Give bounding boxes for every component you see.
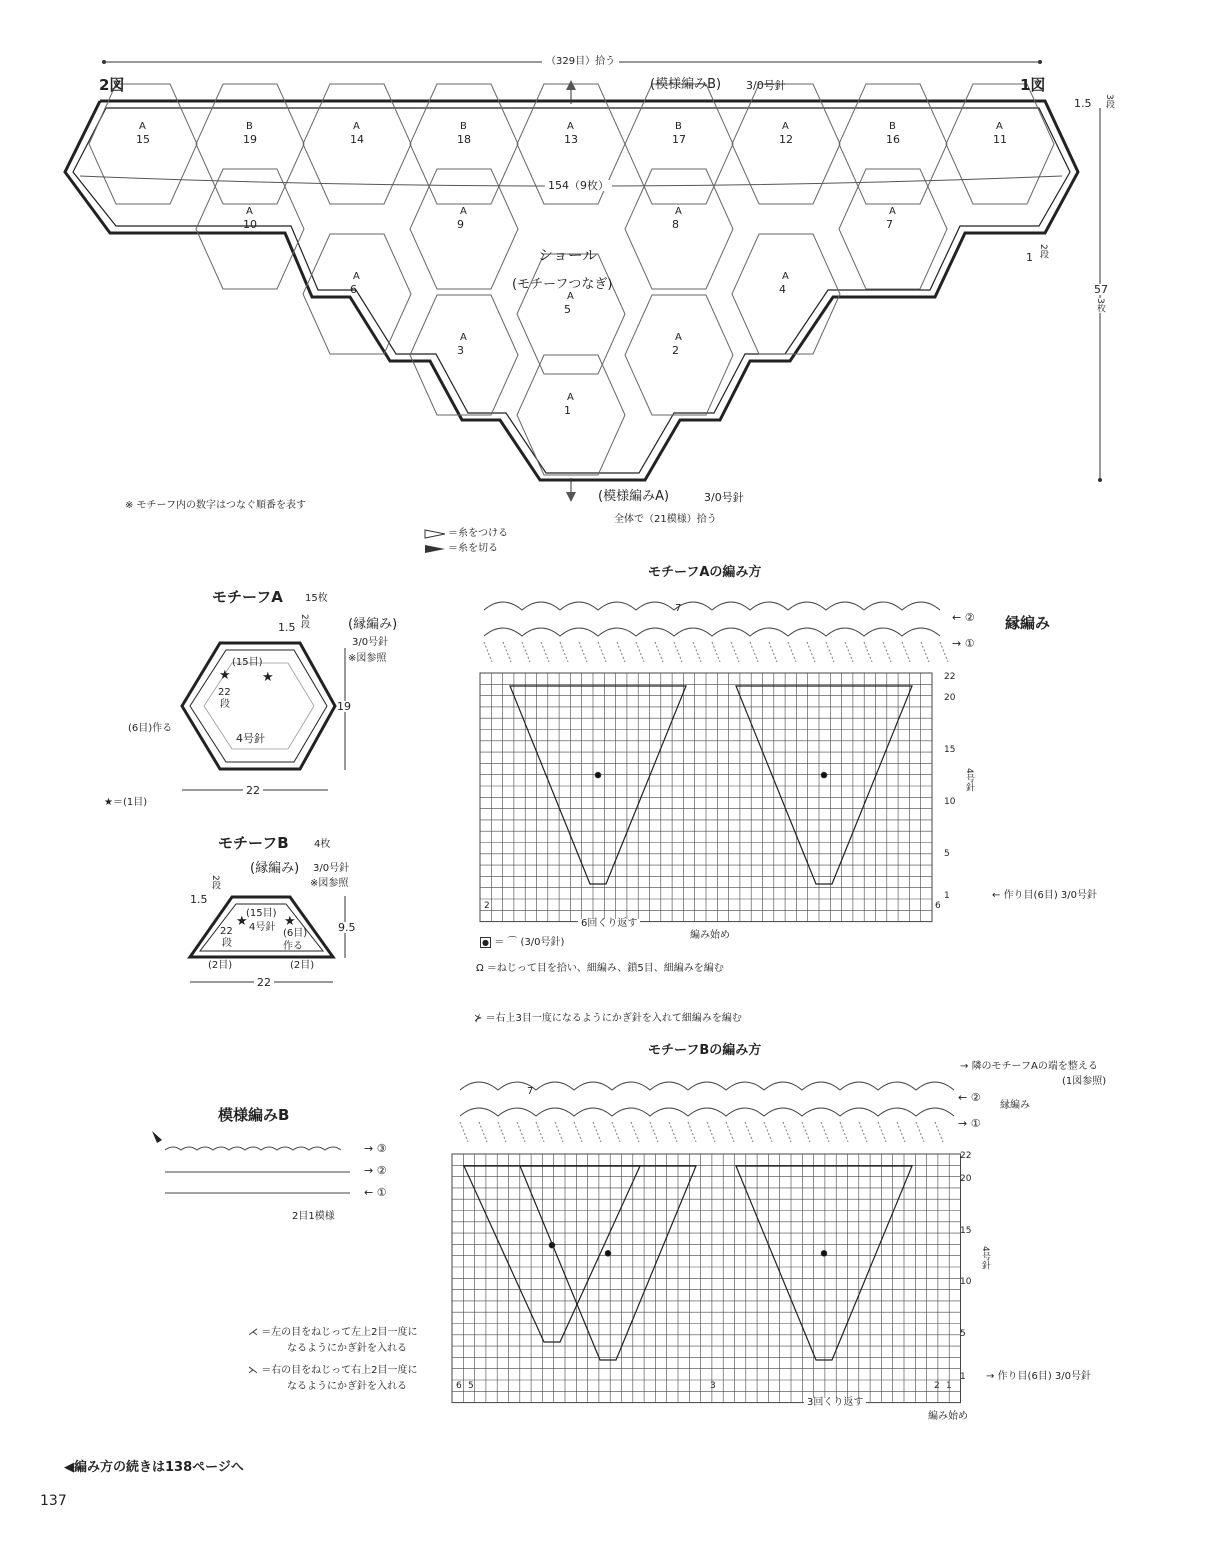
- edging-join-line: [726, 1122, 734, 1142]
- chart-a-rownum-5: 5: [944, 849, 950, 859]
- motif-hexagon: [303, 234, 411, 354]
- motif-order-note: ※ モチーフ内の数字はつなぐ順番を表す: [125, 500, 307, 511]
- pattern-b-row-3: → ③: [364, 1142, 387, 1155]
- pattern-b-title: 模様編みB: [218, 1106, 290, 1124]
- motif-b-height: 9.5: [338, 921, 356, 934]
- chart-a-start: ← 作り目(6目) 3/0号針: [992, 890, 1097, 901]
- edging-join-line: [669, 1122, 677, 1142]
- motif-a-edging-ref: ※図参照: [348, 653, 387, 664]
- motif-number: 18: [457, 133, 471, 146]
- chart-a-edging-label: 縁編み: [1005, 614, 1051, 632]
- edging-join-line: [935, 1122, 943, 1142]
- edging-join-line: [840, 1122, 848, 1142]
- motif-number: 13: [564, 133, 578, 146]
- page-number: 137: [40, 1493, 67, 1509]
- chart-b-bottom-5: 5: [468, 1381, 474, 1391]
- motif-number: 19: [243, 133, 257, 146]
- edging-join-line: [731, 642, 739, 662]
- edging-join-line: [541, 642, 549, 662]
- pattern-b-row-1: ← ①: [364, 1186, 387, 1199]
- motif-a-edge-rows: 1.5: [278, 621, 296, 634]
- motif-type: A: [567, 392, 574, 403]
- stitch-triangle: [520, 1166, 696, 1360]
- chart-b-needle: 4号針: [980, 1246, 990, 1270]
- motif-type: A: [567, 291, 574, 302]
- motif-number: 16: [886, 133, 900, 146]
- chart-b-legend-left-2: なるようにかぎ針を入れる: [287, 1343, 407, 1354]
- edging-join-line: [859, 1122, 867, 1142]
- motif-number: 14: [350, 133, 364, 146]
- bullet-stitch: [595, 772, 601, 778]
- continue-note[interactable]: ◀編み方の続きは138ページへ: [64, 1460, 244, 1475]
- edging-join-line: [783, 1122, 791, 1142]
- top-row-detail: 3段: [1104, 94, 1114, 109]
- chart-b-legend-left-1: ⋌ ＝左の目をねじって左上2目一度に: [248, 1327, 418, 1338]
- edging-join-line: [745, 1122, 753, 1142]
- star-icon: ★: [262, 670, 274, 685]
- star-note: ★＝(1目): [104, 797, 148, 808]
- cut-yarn-legend: ＝糸を切る: [448, 543, 498, 554]
- motif-number: 4: [779, 283, 786, 296]
- motif-hexagon: [517, 254, 625, 374]
- chart-a-rownum-10: 10: [944, 797, 956, 807]
- motif-number: 11: [993, 133, 1007, 146]
- chart-b-legend-right-1: ⋋ ＝右の目をねじって右上2目一度に: [248, 1365, 418, 1376]
- edging-join-line: [560, 642, 568, 662]
- motif-a-edge-detail: 2段: [299, 614, 309, 629]
- chart-b-bottom-3: 3: [710, 1381, 716, 1391]
- chart-a-chain-count: 7: [675, 603, 682, 614]
- edging-join-line: [921, 642, 929, 662]
- chart-b-bottom-2: 2: [934, 1381, 940, 1391]
- motif-hexagon: [517, 355, 625, 475]
- motif-type: A: [675, 332, 682, 343]
- motif-number: 15: [136, 133, 150, 146]
- edging-join-line: [498, 1122, 506, 1142]
- motif-a-rows-unit: 段: [220, 699, 230, 710]
- chart-a-bottom-right: 6: [935, 901, 941, 911]
- edging-join-line: [807, 642, 815, 662]
- motif-number: 9: [457, 218, 464, 231]
- motif-type: A: [782, 121, 789, 132]
- motif-a-width: 22: [243, 785, 263, 796]
- pattern-a-label: (模様編みA): [598, 489, 670, 504]
- motif-number: 8: [672, 218, 679, 231]
- motif-hexagon: [839, 169, 947, 289]
- chart-a-legend-2: Ω ＝ねじって目を拾い、細編み、鎖5目、細編みを編む: [476, 963, 724, 974]
- edging-join-line: [916, 1122, 924, 1142]
- edging-join-line: [579, 642, 587, 662]
- pattern-a-needle: 3/0号針: [704, 491, 744, 504]
- shawl-title: ショール: [538, 246, 598, 264]
- bullet-stitch: [821, 1250, 827, 1256]
- chart-a-title: モチーフAの編み方: [648, 565, 762, 580]
- motif-b-count: 4枚: [314, 839, 331, 850]
- motif-type: A: [460, 332, 467, 343]
- edging-chain-arc: [460, 1082, 954, 1090]
- edging-join-line: [650, 1122, 658, 1142]
- motif-type: A: [889, 206, 896, 217]
- chart-b-adjust-ref: (1図参照): [1062, 1076, 1107, 1087]
- edging-chain-arc: [484, 602, 940, 610]
- edging-join-line: [593, 1122, 601, 1142]
- motif-b-bottom-left: (2目): [208, 960, 233, 971]
- edging-join-line: [902, 642, 910, 662]
- top-row-count: 1.5: [1074, 97, 1092, 110]
- edging-join-line: [598, 642, 606, 662]
- pattern-b-row-2: → ②: [364, 1164, 387, 1177]
- motif-type: A: [567, 121, 574, 132]
- edging-join-line: [460, 1122, 468, 1142]
- motif-type: A: [782, 271, 789, 282]
- motif-number: 7: [886, 218, 893, 231]
- attach-yarn-legend: ＝糸をつける: [448, 528, 508, 539]
- edging-join-line: [764, 1122, 772, 1142]
- edging-join-line: [655, 642, 663, 662]
- chart-b-bottom-1: 1: [946, 1381, 952, 1391]
- motif-hexagon: [410, 169, 518, 289]
- stitch-triangle: [464, 1166, 640, 1342]
- chart-b-begin: 編み始め: [928, 1411, 968, 1422]
- chart-a-row-2: ← ②: [952, 611, 975, 624]
- edging-join-line: [788, 642, 796, 662]
- motif-b-edging-chains: [460, 1082, 954, 1142]
- motif-a-title: モチーフA: [212, 588, 283, 606]
- edging-join-line: [883, 642, 891, 662]
- chart-a-rownum-1: 1: [944, 891, 950, 901]
- motif-type: A: [460, 206, 467, 217]
- motif-type: B: [460, 121, 467, 132]
- motif-a-edging-chains: [484, 602, 948, 662]
- edging-join-line: [536, 1122, 544, 1142]
- chart-b-edging-label: 縁編み: [1000, 1100, 1030, 1111]
- stitch-triangle: [736, 1166, 912, 1360]
- motif-type: B: [889, 121, 896, 132]
- edging-join-line: [503, 642, 511, 662]
- edging-join-line: [940, 642, 948, 662]
- motif-a-rows: 22: [218, 687, 231, 698]
- chart-a-bottom-left: 2: [484, 901, 490, 911]
- motif-number: 5: [564, 303, 571, 316]
- motif-b-edging-needle: 3/0号針: [313, 863, 350, 874]
- motif-b-edging: (縁編み): [250, 861, 300, 876]
- edging-join-line: [845, 642, 853, 662]
- motif-type: A: [675, 206, 682, 217]
- motif-b-bottom-right: (2目): [290, 960, 315, 971]
- motif-type: A: [353, 271, 360, 282]
- chart-b-title: モチーフBの編み方: [648, 1043, 762, 1058]
- edging-join-line: [674, 642, 682, 662]
- motif-b-chart-grid: [452, 1154, 961, 1403]
- motif-number: 6: [350, 283, 357, 296]
- chart-b-rownum-15: 15: [960, 1226, 972, 1236]
- edging-join-line: [574, 1122, 582, 1142]
- star-icon: ★: [236, 914, 248, 929]
- motif-b-rows-unit: 段: [222, 938, 232, 949]
- motif-b-width: 22: [254, 977, 274, 988]
- edging-join-line: [631, 1122, 639, 1142]
- motif-b-edge-rows: 1.5: [190, 893, 208, 906]
- motif-number: 3: [457, 344, 464, 357]
- motif-hexagon: [625, 169, 733, 289]
- edging-join-line: [617, 642, 625, 662]
- edge-rows-detail: 2段: [1038, 244, 1048, 259]
- motif-type: B: [246, 121, 253, 132]
- star-icon: ★: [284, 914, 296, 929]
- motif-number: 12: [779, 133, 793, 146]
- chart-b-legend-right-2: なるようにかぎ針を入れる: [287, 1381, 407, 1392]
- motif-a-chart-grid: [480, 673, 932, 922]
- chart-b-rownum-22: 22: [960, 1151, 972, 1161]
- pattern-b-needle: 3/0号針: [746, 79, 786, 92]
- chart-b-row-2: ← ②: [958, 1091, 981, 1104]
- motif-a-edging-needle: 3/0号針: [352, 637, 389, 648]
- edge-rows: 1: [1026, 251, 1033, 264]
- motif-b-start-make: 作る: [283, 941, 303, 952]
- figure-1-label: 1図: [1020, 76, 1046, 94]
- motif-b-15-stitches: (15目): [246, 908, 277, 919]
- motif-b-start-6: (6目): [283, 928, 308, 939]
- motif-number: 10: [243, 218, 257, 231]
- edging-chain-arc: [484, 628, 940, 636]
- edging-join-line: [636, 642, 644, 662]
- edging-join-line: [878, 1122, 886, 1142]
- chart-b-rownum-5: 5: [960, 1329, 966, 1339]
- motif-number: 1: [564, 404, 571, 417]
- pattern-b-label: (模様編みB): [650, 77, 722, 92]
- edging-join-line: [802, 1122, 810, 1142]
- chart-b-row-1: → ①: [958, 1117, 981, 1130]
- chart-a-legend-3: ⊁ ＝右上3目一度になるようにかぎ針を入れて細編みを編む: [474, 1013, 742, 1024]
- chart-a-row-1: → ①: [952, 637, 975, 650]
- motif-type: A: [139, 121, 146, 132]
- edging-join-line: [712, 642, 720, 662]
- motif-hexagon: [410, 295, 518, 415]
- motif-b-edge-detail: 2段: [210, 875, 220, 890]
- motif-a-needle: 4号針: [236, 732, 265, 745]
- bullet-stitch: [605, 1250, 611, 1256]
- chart-b-chain-count: 7: [527, 1086, 534, 1097]
- motif-b-title: モチーフB: [218, 834, 289, 852]
- edging-join-line: [826, 642, 834, 662]
- edging-join-line: [897, 1122, 905, 1142]
- motif-type: A: [353, 121, 360, 132]
- pattern-a-pickup: 全体で（21模様）拾う: [614, 514, 717, 525]
- motif-a-height: 19: [337, 700, 351, 713]
- motif-a-count: 15枚: [305, 593, 328, 604]
- edging-join-line: [864, 642, 872, 662]
- motif-a-15-stitches: (15目): [232, 657, 263, 668]
- edging-join-line: [517, 1122, 525, 1142]
- motif-a-start: (6目)作る: [128, 723, 173, 734]
- pattern-b-repeat: 2目1模様: [292, 1211, 335, 1222]
- chart-b-start: → 作り目(6目) 3/0号針: [986, 1371, 1091, 1382]
- motif-type: A: [246, 206, 253, 217]
- edging-join-line: [693, 642, 701, 662]
- chart-a-rownum-22: 22: [944, 672, 956, 682]
- chart-b-rownum-10: 10: [960, 1277, 972, 1287]
- chart-a-repeat: 6回くり返す: [578, 919, 640, 929]
- bullet-stitch: [821, 772, 827, 778]
- edging-join-line: [479, 1122, 487, 1142]
- motif-hexagon: [625, 295, 733, 415]
- width-label: 154（9枚）: [545, 180, 612, 191]
- edging-join-line: [688, 1122, 696, 1142]
- edging-join-line: [522, 642, 530, 662]
- motif-number: 17: [672, 133, 686, 146]
- edging-chain-arc: [460, 1108, 954, 1116]
- edging-join-line: [484, 642, 492, 662]
- chart-a-legend-1: ● ＝ ⌒ (3/0号針): [482, 937, 565, 948]
- chart-a-begin: 編み始め: [690, 930, 730, 941]
- pattern-b-strip: [165, 1147, 350, 1193]
- motif-number: 2: [672, 344, 679, 357]
- chart-a-needle: 4号針: [964, 768, 974, 792]
- shawl-subtitle: (モチーフつなぎ): [512, 277, 613, 292]
- height-detail: 3枚: [1095, 298, 1105, 313]
- motif-hexagon: [732, 234, 840, 354]
- chart-b-bottom-6: 6: [456, 1381, 462, 1391]
- figure-2-label: 2図: [99, 76, 125, 94]
- chart-a-rownum-15: 15: [944, 745, 956, 755]
- edging-join-line: [750, 642, 758, 662]
- chart-a-rownum-20: 20: [944, 693, 956, 703]
- top-pickup: （329目）拾う: [542, 57, 619, 67]
- chart-b-rownum-1: 1: [960, 1372, 966, 1382]
- star-icon: ★: [219, 668, 231, 683]
- motif-b-needle: 4号針: [249, 922, 276, 933]
- edging-join-line: [769, 642, 777, 662]
- edging-join-line: [555, 1122, 563, 1142]
- motif-type: B: [675, 121, 682, 132]
- chart-b-rownum-20: 20: [960, 1174, 972, 1184]
- edging-join-line: [612, 1122, 620, 1142]
- motif-b-rows: 22: [220, 926, 233, 937]
- chart-b-repeat: 3回くり返す: [804, 1398, 866, 1408]
- edging-join-line: [821, 1122, 829, 1142]
- motif-type: A: [996, 121, 1003, 132]
- motif-b-edging-ref: ※図参照: [310, 878, 349, 889]
- chart-b-adjust: → 隣のモチーフAの端を整える: [960, 1061, 1098, 1072]
- edging-join-line: [707, 1122, 715, 1142]
- height-label: 57: [1094, 283, 1108, 296]
- motif-a-edging: (縁編み): [348, 617, 398, 632]
